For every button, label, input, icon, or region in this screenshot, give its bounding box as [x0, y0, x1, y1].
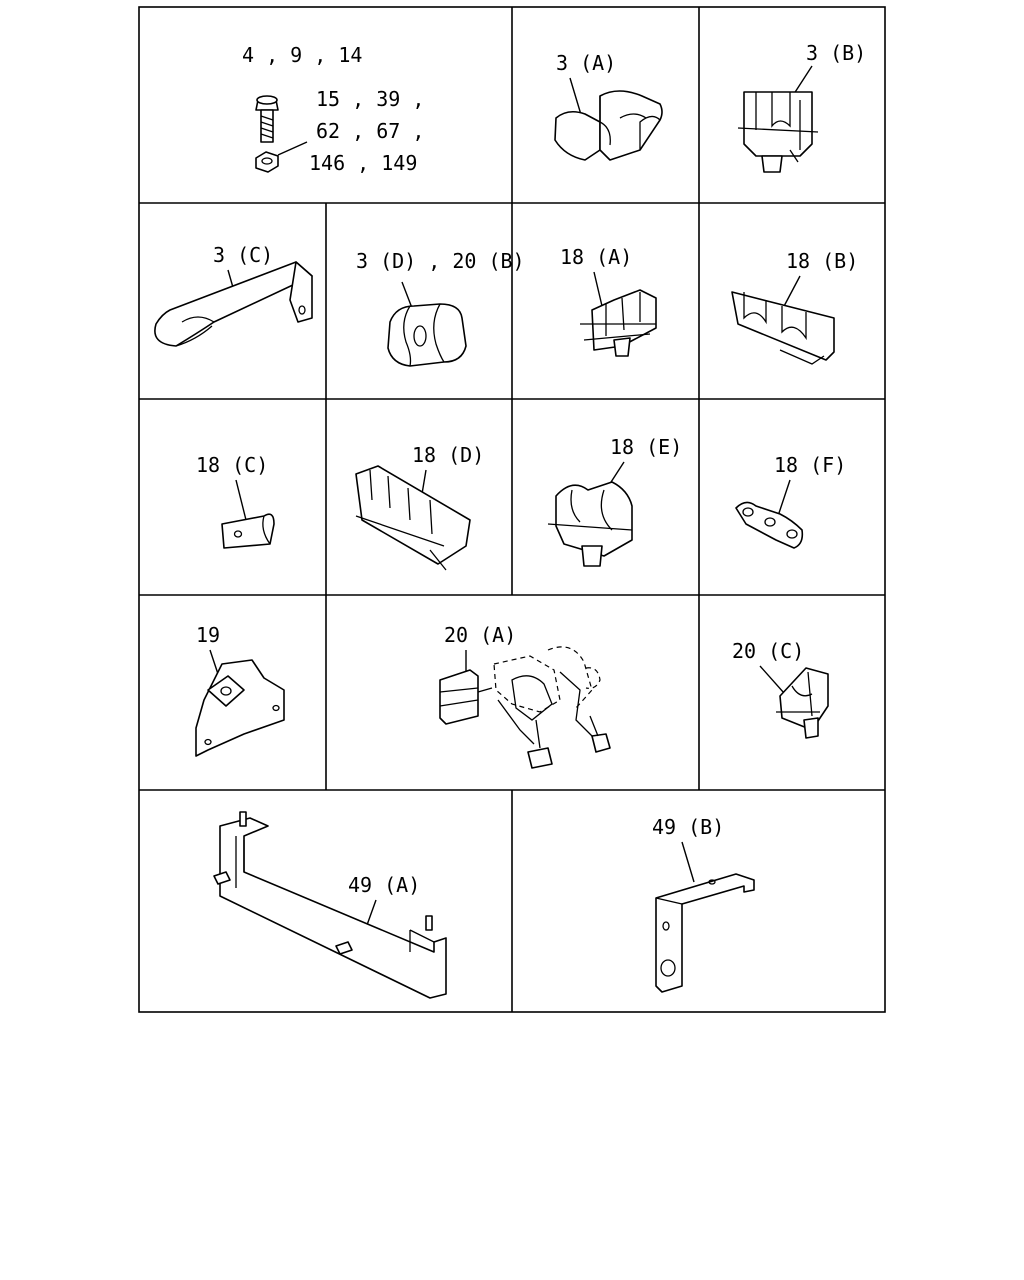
label-3d-20b: 3 (D) , 20 (B) [356, 249, 525, 273]
leader-18f [778, 480, 790, 516]
bracket-19-drawing [196, 660, 284, 756]
label-fasteners-line1: 4 , 9 , 14 [242, 43, 363, 67]
clip-20c-drawing [776, 668, 828, 738]
leader-18a [594, 272, 602, 306]
cell-18f [736, 453, 846, 548]
label-20c: 20 (C) [732, 639, 805, 663]
nut-drawing [256, 152, 278, 172]
label-fasteners-line4: 146 , 149 [309, 151, 418, 175]
label-fasteners-line3: 62 , 67 , [316, 119, 425, 143]
cell-3b [738, 41, 866, 172]
label-fasteners-line2: 15 , 39 , [316, 87, 425, 111]
cell-18a [560, 245, 656, 356]
label-18f: 18 (F) [774, 453, 847, 477]
clip-3b-drawing [738, 92, 818, 172]
cell-3a [555, 51, 662, 160]
clip-3a-drawing [555, 91, 662, 160]
label-20a: 20 (A) [444, 623, 517, 647]
assembly-20a-drawing [494, 647, 610, 768]
clip-20a-drawing [440, 670, 492, 724]
leader-18c [236, 480, 246, 520]
clip-18b-drawing [732, 292, 834, 364]
label-49b: 49 (B) [652, 815, 725, 839]
leader-49b [682, 842, 694, 882]
label-18a: 18 (A) [560, 245, 633, 269]
bracket-49a-drawing [214, 812, 446, 998]
clip-18e-drawing [548, 482, 632, 566]
cell-18c [196, 453, 274, 548]
cell-18b [732, 249, 858, 364]
label-18d: 18 (D) [412, 443, 485, 467]
cell-3c [155, 243, 312, 346]
clip-18a-drawing [580, 290, 656, 356]
cell-49a [214, 812, 446, 998]
leader-fasteners [278, 142, 307, 155]
label-3b: 3 (B) [806, 41, 867, 65]
cell-3d-20b [356, 249, 525, 366]
cell-19 [196, 623, 284, 756]
cell-18e [548, 435, 682, 566]
label-3a: 3 (A) [556, 51, 617, 75]
bracket-3c-drawing [155, 262, 312, 346]
cell-49b [652, 815, 754, 992]
leader-3d-20b [402, 282, 412, 308]
label-49a: 49 (A) [348, 873, 421, 897]
clip-3d-drawing [388, 304, 466, 366]
bolt-drawing [256, 96, 278, 142]
cell-20c [732, 639, 828, 738]
plate-18c-drawing [222, 514, 274, 548]
label-19: 19 [196, 623, 221, 647]
clip-18d-drawing [356, 466, 470, 570]
cell-fasteners [242, 43, 424, 175]
cell-18d [356, 443, 484, 570]
label-18b: 18 (B) [786, 249, 859, 273]
cell-20a [440, 623, 610, 768]
clip-18f-drawing [736, 502, 802, 548]
label-18c: 18 (C) [196, 453, 269, 477]
label-18e: 18 (E) [610, 435, 683, 459]
bracket-49b-drawing [656, 874, 754, 992]
label-3c: 3 (C) [213, 243, 274, 267]
